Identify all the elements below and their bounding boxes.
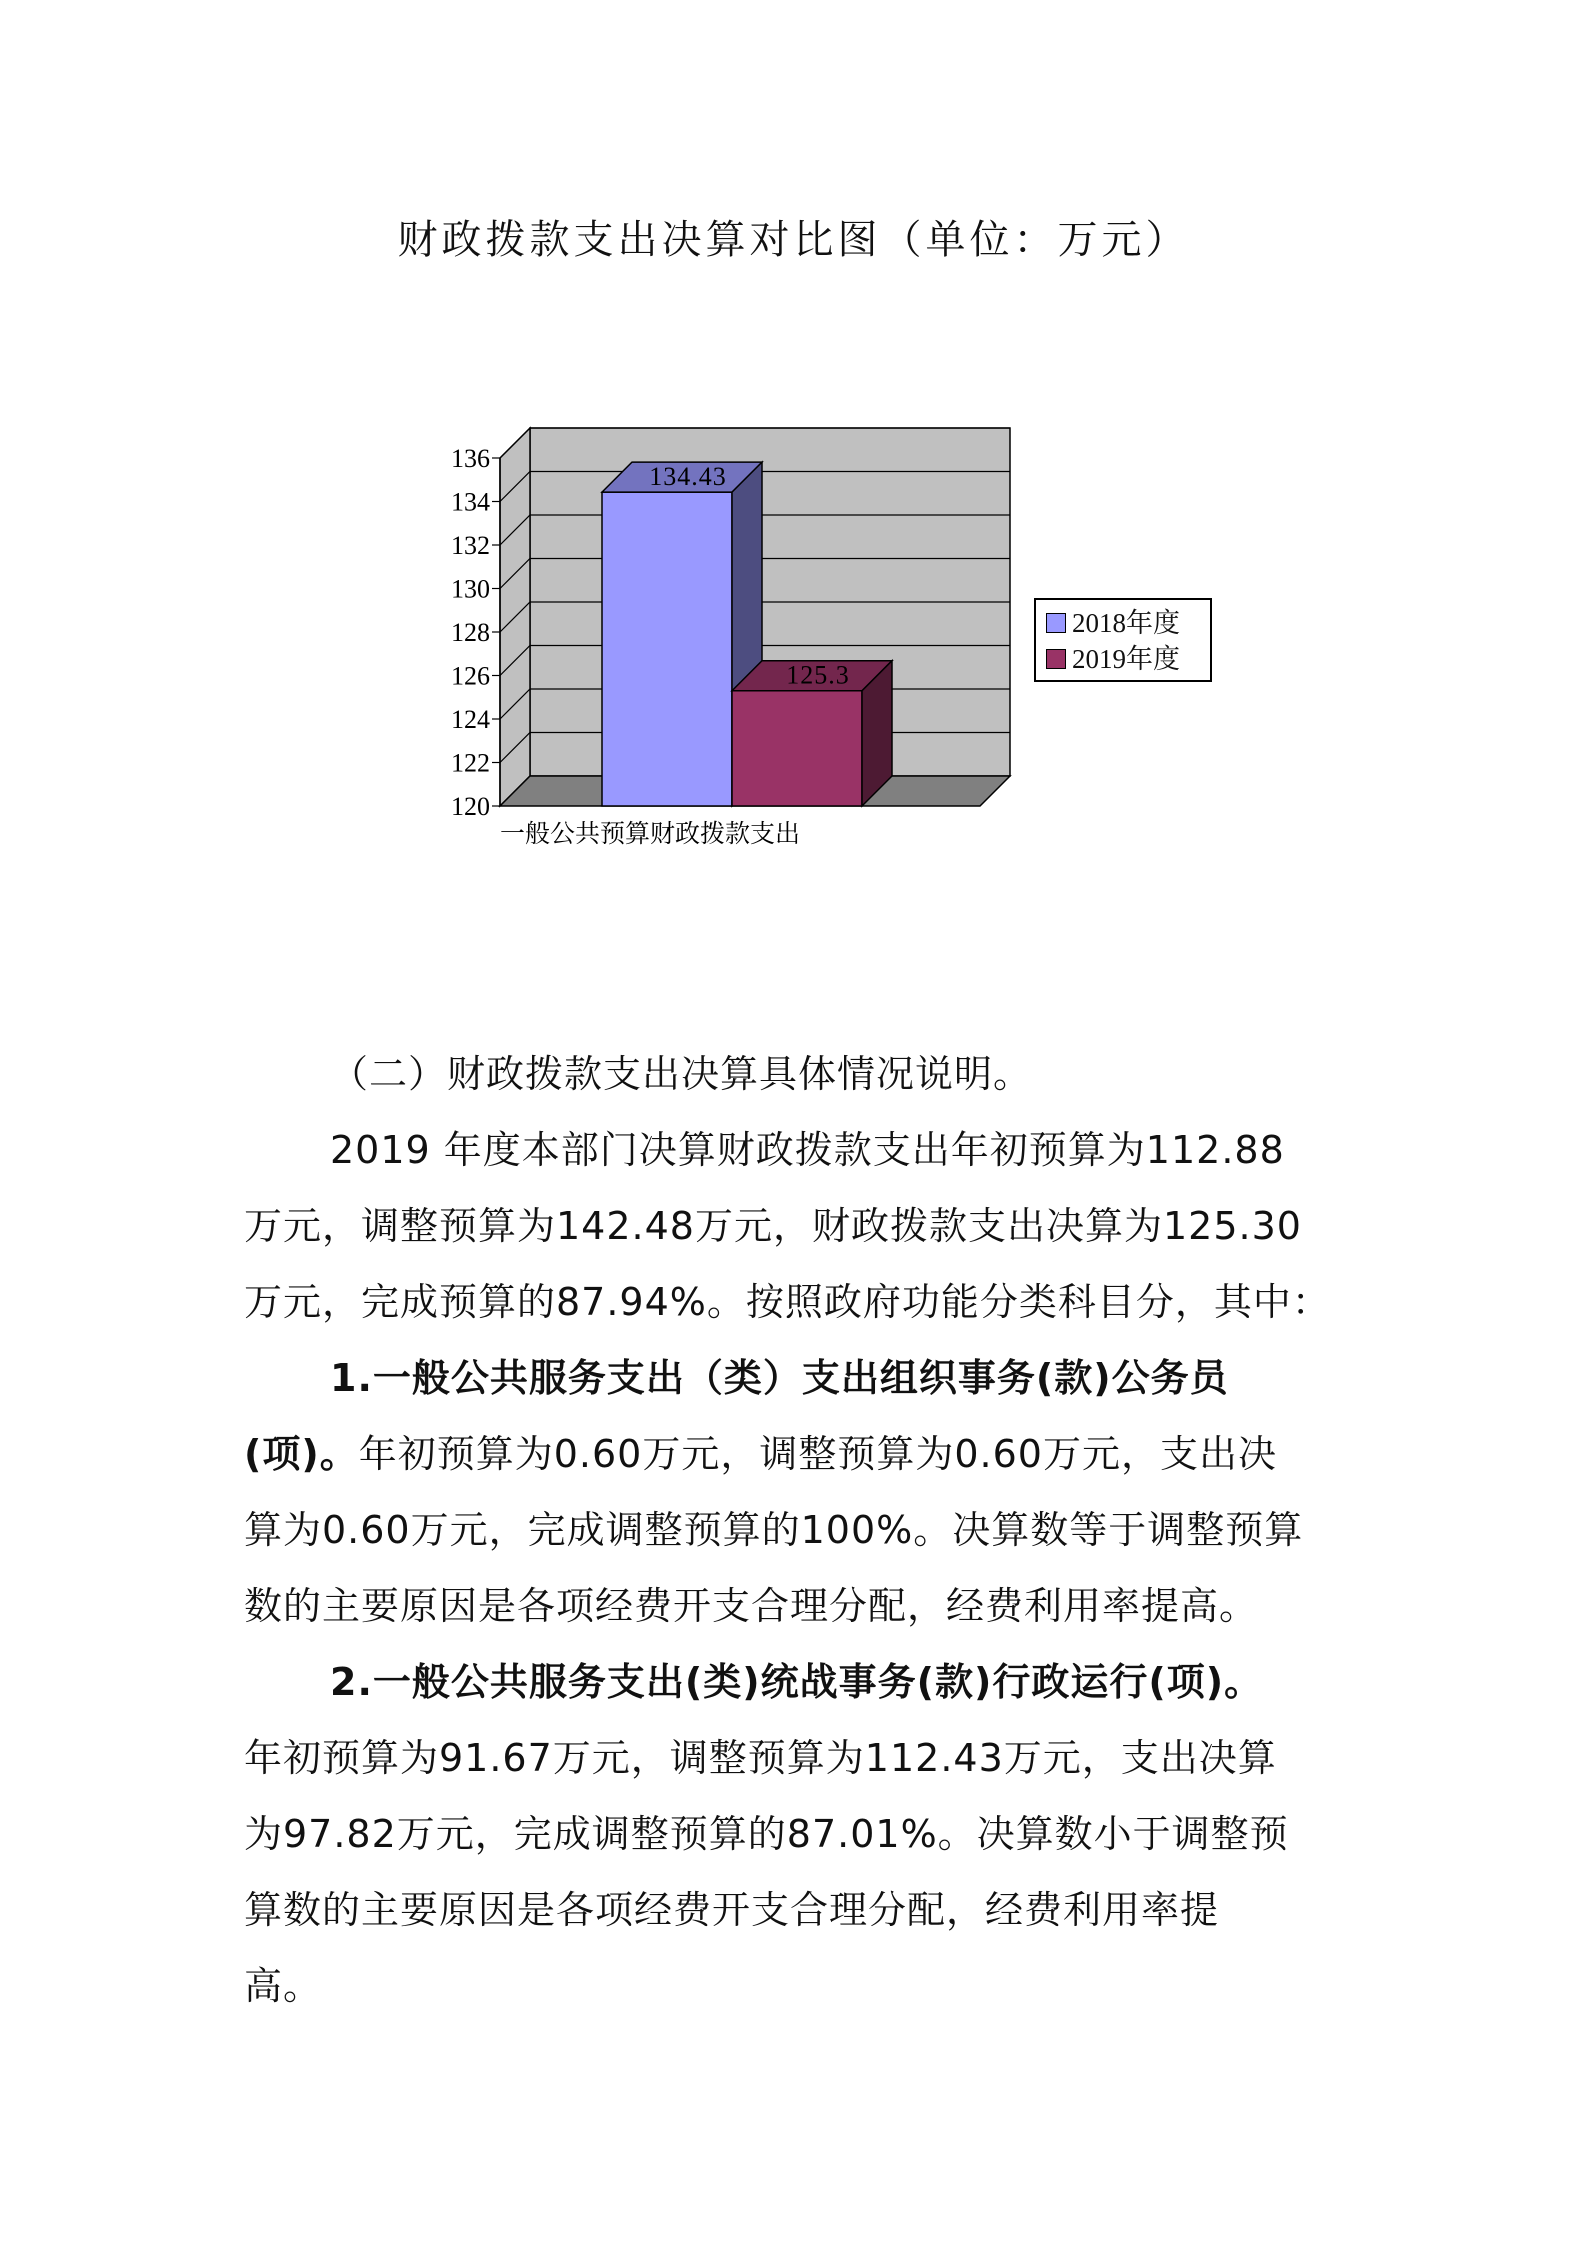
section-content: [244, 1036, 1354, 2024]
chart-title: 财政拨款支出决算对比图（单位：万元）: [397, 217, 1190, 263]
legend-label-2018: 2018年度: [1072, 608, 1180, 638]
y-tick-label: 134: [451, 487, 490, 517]
item1-heading-cont: (项)。: [244, 1432, 359, 1476]
legend-label-2019: 2019年度: [1072, 644, 1180, 674]
chart-legend: [1034, 598, 1212, 682]
data-label-2019年度: 125.3: [786, 660, 850, 690]
x-category-label: 一般公共预算财政拨款支出: [499, 819, 801, 848]
item2-heading: 2.一般公共服务支出(类)统战事务(款)行政运行(项)。: [330, 1660, 1264, 1704]
y-tick-label: 136: [451, 444, 490, 473]
y-tick-label: 126: [451, 661, 490, 691]
item2-line-3: 算数的主要原因是各项经费开支合理分配，经费利用率提: [244, 1888, 1220, 1932]
y-tick-label: 120: [451, 792, 490, 821]
legend-swatch-2019: [1046, 649, 1066, 669]
bar-chart: [440, 410, 1020, 860]
item2-line-4: 高。: [244, 1964, 323, 2008]
y-tick-label: 128: [451, 618, 490, 647]
legend-item-2019: [1046, 644, 1180, 674]
item1-line-1: [244, 1416, 1354, 1492]
y-tick-label: 122: [451, 748, 490, 778]
intro-line-1: 2019 年度本部门决算财政拨款支出年初预算为112.88: [330, 1128, 1285, 1172]
bar-front: [732, 691, 862, 806]
legend-item-2018: [1046, 608, 1180, 638]
item1-line-2: 算为0.60万元，完成调整预算的100%。决算数等于调整预算: [244, 1508, 1304, 1552]
data-label-2018年度: 134.43: [649, 462, 727, 492]
intro-line-3: 万元，完成预算的87.94%。按照政府功能分类科目分，其中：: [244, 1280, 1331, 1324]
intro-line-2: 万元，调整预算为142.48万元，财政拨款支出决算为125.30: [244, 1204, 1302, 1248]
legend-swatch-2018: [1046, 613, 1066, 633]
section-heading: （二）财政拨款支出决算具体情况说明。: [330, 1052, 1033, 1096]
y-axis-ticks: [451, 444, 500, 821]
y-tick-label: 130: [451, 574, 490, 604]
item1-heading: 1.一般公共服务支出（类）支出组织事务(款)公务员: [330, 1356, 1229, 1400]
y-tick-label: 132: [451, 531, 490, 560]
item1-text: 年初预算为0.60万元，调整预算为0.60万元，支出决: [358, 1432, 1277, 1476]
item2-line-1: 年初预算为91.67万元，调整预算为112.43万元，支出决算: [244, 1736, 1277, 1780]
item1-line-3: 数的主要原因是各项经费开支合理分配，经费利用率提高。: [244, 1584, 1259, 1628]
item2-line-2: 为97.82万元，完成调整预算的87.01%。决算数小于调整预: [244, 1812, 1289, 1856]
bar-front: [602, 492, 732, 806]
y-tick-label: 124: [451, 705, 490, 734]
